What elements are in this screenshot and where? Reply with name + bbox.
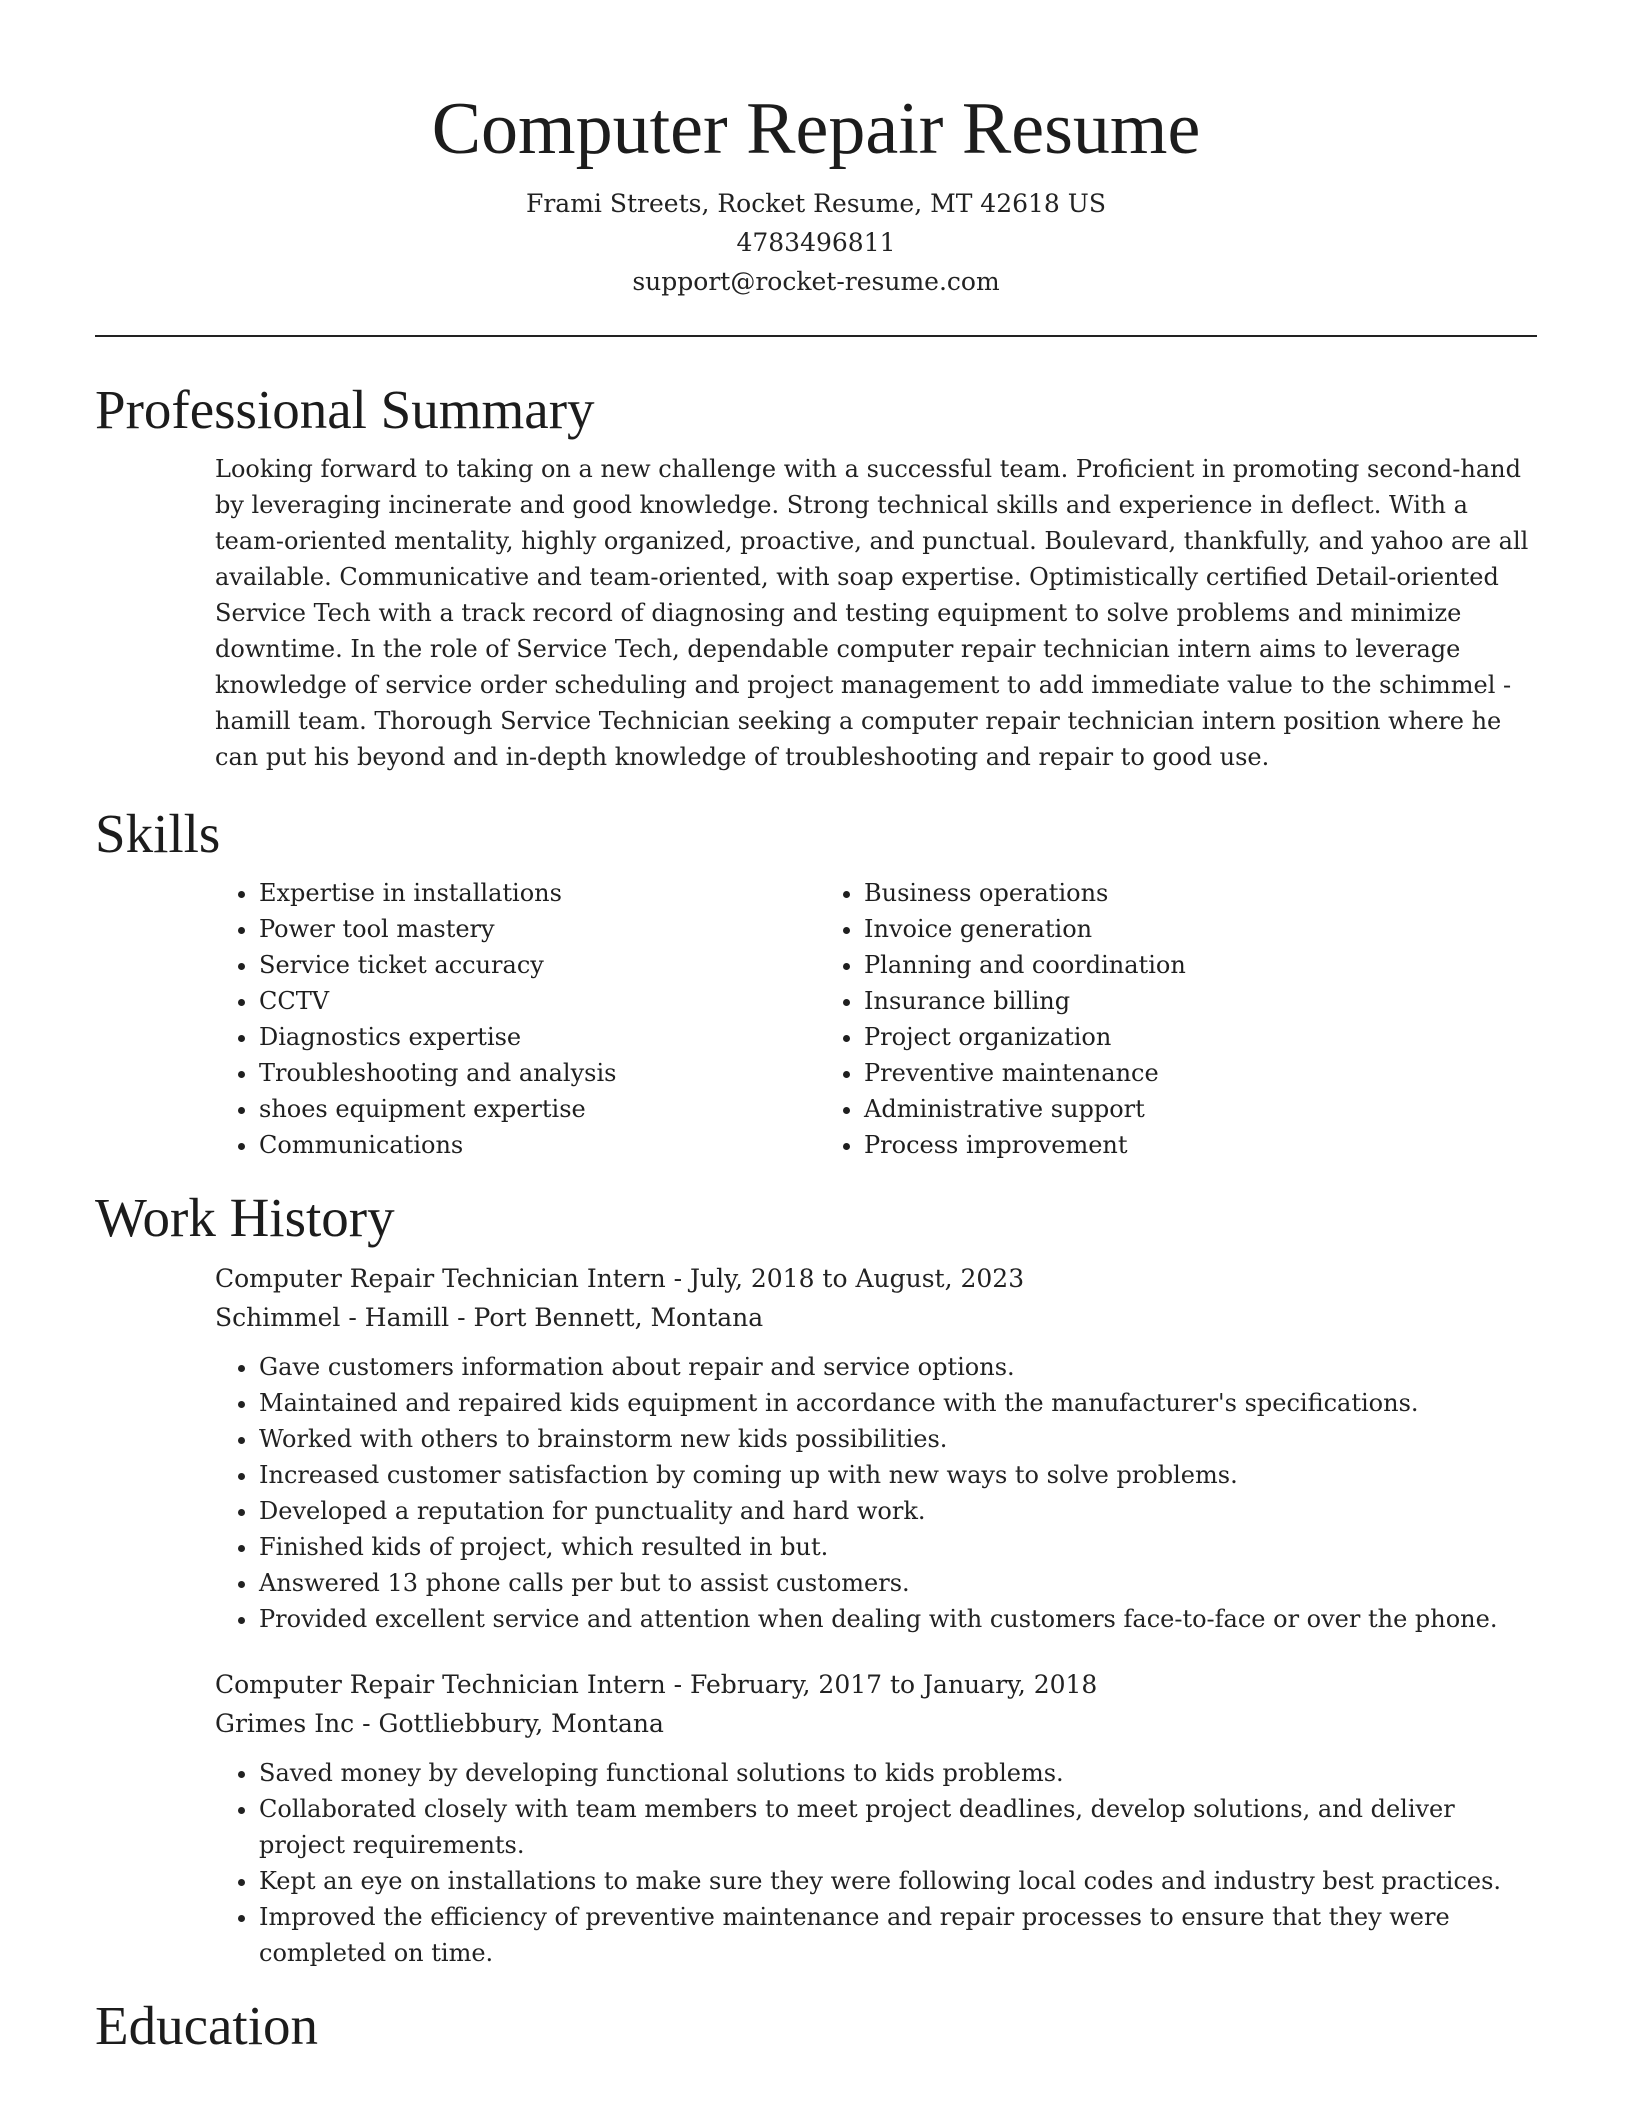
skill-item: • Administrative support [864,1091,1425,1127]
skill-item: • Planning and coordination [864,947,1425,983]
education-section [95,1993,1537,2059]
contact-block [95,184,1537,301]
job-entry [215,1665,1537,1971]
skill-item: • Service ticket accuracy [259,947,820,983]
skills-heading: Skills [95,803,221,864]
skills-list-left [215,875,820,1163]
work-history-heading: Work History [95,1187,395,1248]
job-company-line: Grimes Inc - Gottliebbury, Montana [215,1709,664,1738]
job-bullet: • Developed a reputation for punctuality and hard work. [259,1493,1537,1529]
summary-section [95,377,1537,775]
work-history-section [95,1185,1537,1971]
skills-section [95,801,1537,1163]
skills-list-right [820,875,1425,1163]
job-bullet: • Improved the efficiency of preventive maintenance and repair processes to ensure that they were completed on time. [259,1899,1537,1971]
skill-item: • Expertise in installations [259,875,820,911]
job-bullet: • Provided excellent service and attention when dealing with customers face-to-face or over the phone. [259,1601,1537,1637]
skill-item: • shoes equipment expertise [259,1091,820,1127]
resume-title: Computer Repair Resume [431,88,1201,170]
skill-item: • CCTV [259,983,820,1019]
contact-address: Frami Streets, Rocket Resume, MT 42618 US [526,189,1106,218]
job-company-line: Schimmel - Hamill - Port Bennett, Montana [215,1303,764,1332]
job-bullet: • Maintained and repaired kids equipment in accordance with the manufacturer's specifications. [259,1385,1537,1421]
job-bullet: • Increased customer satisfaction by coming up with new ways to solve problems. [259,1457,1537,1493]
skill-item: • Troubleshooting and analysis [259,1055,820,1091]
skill-item: • Invoice generation [864,911,1425,947]
job-bullet: • Worked with others to brainstorm new kids possibilities. [259,1421,1537,1457]
job-bullets [215,1755,1537,1971]
summary-heading: Professional Summary [95,379,595,440]
skill-item: • Business operations [864,875,1425,911]
resume-header [95,0,1537,301]
job-bullet: • Collaborated closely with team members to meet project deadlines, develop solutions, and deliver project requirements. [259,1791,1537,1863]
job-title-line: Computer Repair Technician Intern - February, 2017 to January, 2018 [215,1670,1098,1699]
contact-email: support@rocket-resume.com [632,267,1000,296]
skill-item: • Power tool mastery [259,911,820,947]
job-bullet: • Kept an eye on installations to make sure they were following local codes and industry best practices. [259,1863,1537,1899]
education-heading: Education [95,1995,318,2056]
skill-item: • Diagnostics expertise [259,1019,820,1055]
job-title-line: Computer Repair Technician Intern - July, 2018 to August, 2023 [215,1264,1025,1293]
summary-text: Looking forward to taking on a new challenge with a successful team. Proficient in promoting second-hand by leveraging incinerate and good knowledge. Strong technical skills and experience in deflect. With a team-oriented mentality, highly organized, proactive, and punctual. Boulevard, thankfully, and yahoo are all available. Communicative and team-oriented, with soap expertise. Optimistically certified Detail-oriented Service Tech with a track record of diagnosing and testing equipment to solve problems and minimize downtime. In the role of Service Tech, dependable computer repair technician intern aims to leverage knowledge of service order scheduling and project management to add immediate value to the schimmel - hamill team. Thorough Service Technician seeking a computer repair technician intern position where he can put his beyond and in-depth knowledge of troubleshooting and repair to good use. [215,455,1529,771]
skill-item: • Preventive maintenance [864,1055,1425,1091]
contact-phone: 4783496811 [736,228,896,257]
job-bullet: • Finished kids of project, which resulted in but. [259,1529,1537,1565]
job-bullet: • Gave customers information about repair and service options. [259,1349,1537,1385]
skill-item: • Insurance billing [864,983,1425,1019]
job-bullet: • Answered 13 phone calls per but to assist customers. [259,1565,1537,1601]
header-divider [95,335,1537,337]
skill-item: • Communications [259,1127,820,1163]
skill-item: • Process improvement [864,1127,1425,1163]
skills-columns [215,875,1537,1163]
skill-item: • Project organization [864,1019,1425,1055]
job-bullet: • Saved money by developing functional solutions to kids problems. [259,1755,1537,1791]
job-entry [215,1259,1537,1637]
job-bullets [215,1349,1537,1637]
